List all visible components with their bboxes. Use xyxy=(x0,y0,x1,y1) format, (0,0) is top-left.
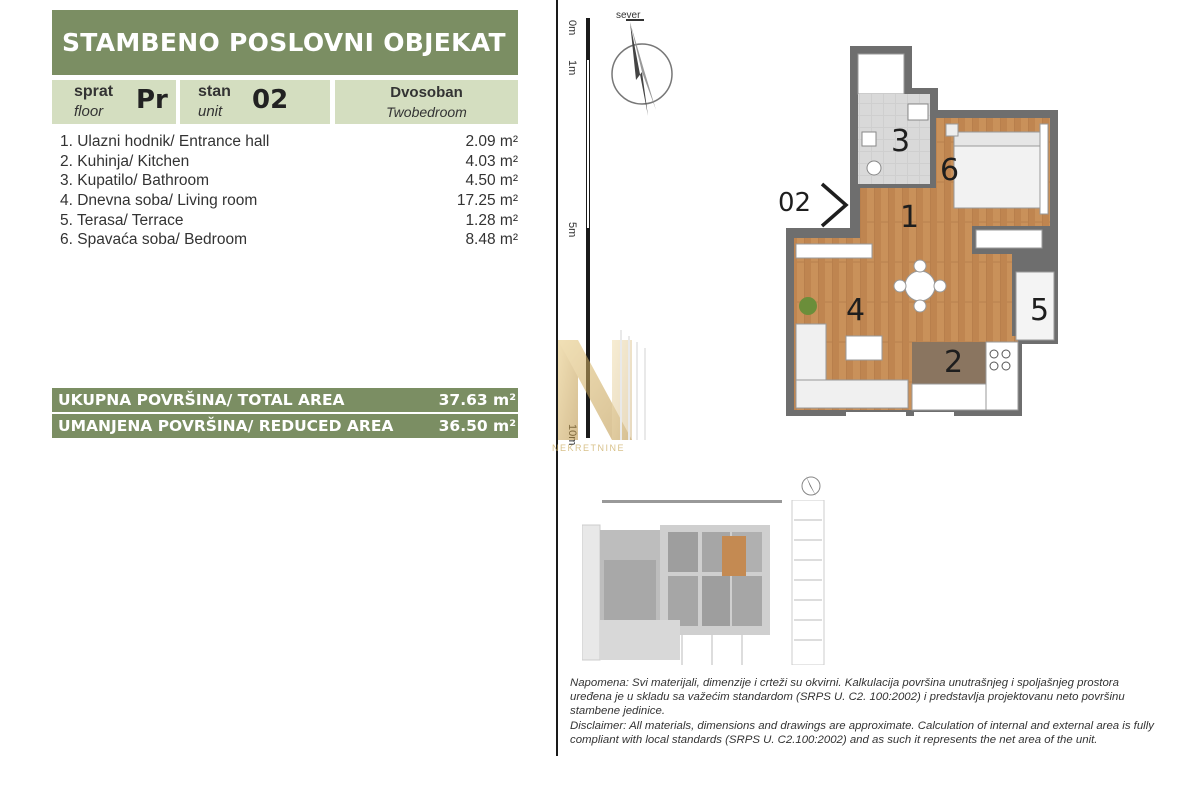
total-area-bar xyxy=(52,388,518,412)
room-area: 4.03 m² xyxy=(465,152,518,170)
unit-box xyxy=(180,80,330,124)
total-area-value: 37.63 m² xyxy=(438,391,516,409)
unit-label-en: unit xyxy=(198,103,223,120)
unit-value: 02 xyxy=(252,85,289,115)
floor-label-en: floor xyxy=(74,103,104,120)
reduced-area-value: 36.50 m² xyxy=(438,417,516,435)
reduced-area-bar xyxy=(52,414,518,438)
room-row xyxy=(60,133,518,153)
room-name: 5. Terasa/ Terrace xyxy=(60,211,184,229)
room-area: 4.50 m² xyxy=(465,172,518,190)
room-name: 6. Spavaća soba/ Bedroom xyxy=(60,231,247,249)
disclaimer-note xyxy=(570,676,1154,747)
note-disclaimer: Disclaimer: All materials, dimensions and drawings are approximate. Calculation of internal and external area is fully compliant with local standards (SRPS U. C2.100:2002) and as such it represents the net area of the unit. xyxy=(570,719,1154,746)
type-label-en: Twobedroom xyxy=(386,104,467,120)
scale-label-5: 5m xyxy=(566,222,578,238)
room-name: 3. Kupatilo/ Bathroom xyxy=(60,172,210,190)
room-number-5: 5 xyxy=(1030,293,1050,328)
scale-label-1: 1m xyxy=(566,60,578,76)
page-title: STAMBENO POSLOVNI OBJEKAT xyxy=(62,28,506,57)
site-north-icon xyxy=(796,474,826,498)
plan-unit-tag: 02 xyxy=(778,188,812,218)
north-arrow-icon xyxy=(604,12,684,124)
room-name: 2. Kuhinja/ Kitchen xyxy=(60,152,190,170)
site-plan xyxy=(582,500,832,665)
total-area-label: UKUPNA POVRŠINA/ TOTAL AREA xyxy=(58,391,345,409)
room-area: 8.48 m² xyxy=(465,231,518,249)
note-napomena: Napomena: Svi materijali, dimenzije i crteži su okvirni. Kalkulacija površina unutrašnjeg i spoljašnjeg prostora uređena je u skladu sa važećim standardom (SRPS U. C2. 100:2002) i predstavlja projektovanu neto površinu stambene jedinice. xyxy=(570,677,1125,718)
type-label: Dvosoban xyxy=(390,84,463,101)
watermark-text: NEKRETNINE xyxy=(552,443,626,453)
room-area: 1.28 m² xyxy=(465,211,518,229)
room-row xyxy=(60,172,518,192)
compass-label: sever xyxy=(616,10,641,21)
room-number-2: 2 xyxy=(944,345,964,380)
room-name: 4. Dnevna soba/ Living room xyxy=(60,192,258,210)
floor-box xyxy=(52,80,176,124)
room-name: 1. Ulazni hodnik/ Entrance hall xyxy=(60,133,270,150)
reduced-area-label: UMANJENA POVRŠINA/ REDUCED AREA xyxy=(58,417,394,435)
title-bar xyxy=(52,10,518,75)
type-box xyxy=(335,80,518,124)
room-number-6: 6 xyxy=(940,153,960,188)
unit-label: stan xyxy=(198,83,231,100)
scale-label-0: 0m xyxy=(566,20,578,36)
room-number-1: 1 xyxy=(900,200,920,235)
room-row xyxy=(60,212,518,232)
room-row xyxy=(60,153,518,173)
room-area: 2.09 m² xyxy=(465,133,518,150)
room-number-3: 3 xyxy=(891,124,911,159)
floor-label: sprat xyxy=(74,83,114,100)
room-list xyxy=(60,133,518,251)
watermark-logo xyxy=(554,330,654,460)
room-row xyxy=(60,231,518,251)
floor-plan xyxy=(776,44,1066,424)
floor-value: Pr xyxy=(136,85,168,115)
room-number-4: 4 xyxy=(846,293,866,328)
room-area: 17.25 m² xyxy=(456,192,518,210)
room-row xyxy=(60,192,518,212)
